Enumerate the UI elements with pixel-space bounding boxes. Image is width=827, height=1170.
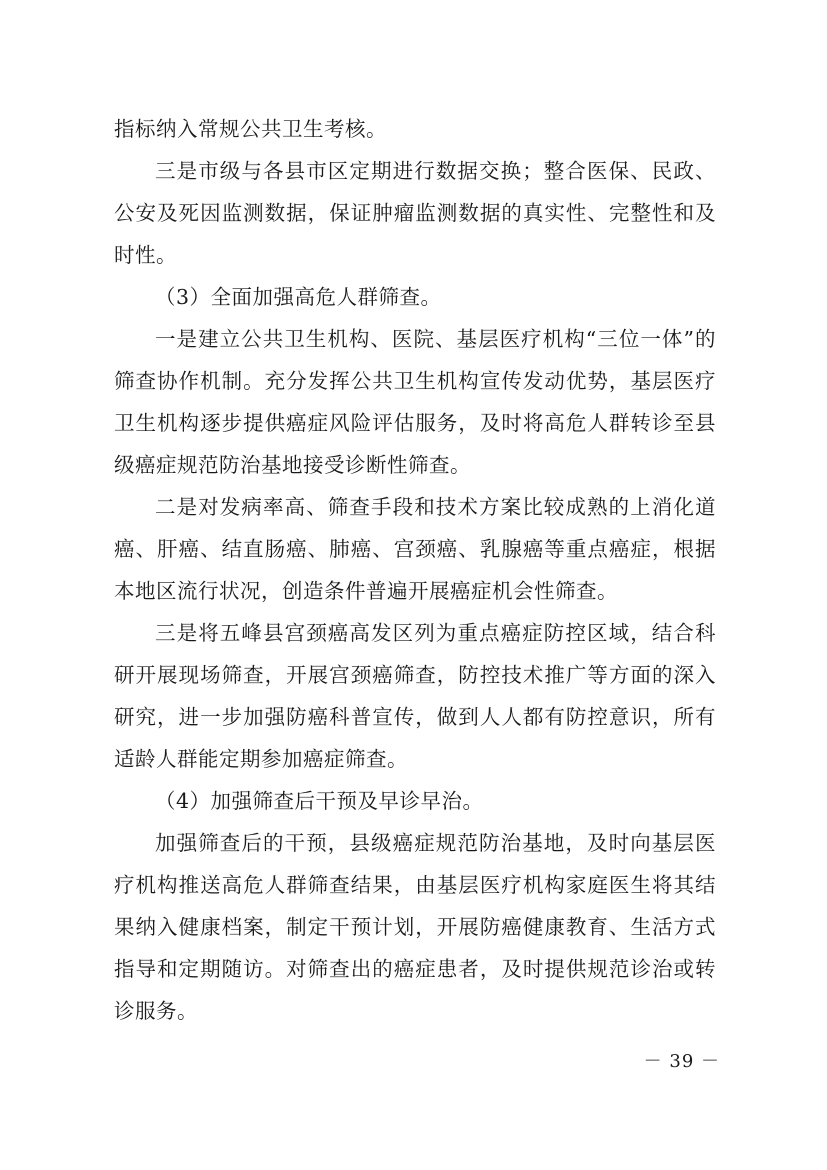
paragraph-wufeng-county: 三是将五峰县宫颈癌高发区列为重点癌症防控区域，结合科研开展现场筛查，开展宫颈癌筛查，防控技术推广等方面的深入研究，进一步加强防癌科普宣传，做到人人都有防控意识，所有适龄人群能定期参加癌症筛查。 [114,621,716,771]
section-heading-screening: （3）全面加强高危人群筛查。 [155,285,442,309]
paragraph-collaboration-mechanism: 一是建立公共卫生机构、医院、基层医疗机构“三位一体”的筛查协作机制。充分发挥公共卫生机构宣传发动优势，基层医疗卫生机构逐步提供癌症风险评估服务，及时将高危人群转诊至县级癌症规范防治基地接受诊断性筛查。 [114,327,716,477]
paragraph-post-screening: 加强筛查后的干预，县级癌症规范防治基地，及时向基层医疗机构推送高危人群筛查结果，由基层医疗机构家庭医生将其结果纳入健康档案，制定干预计划，开展防癌健康教育、生活方式指导和定期随访。对筛查出的癌症患者，及时提供规范诊治或转诊服务。 [114,831,716,1023]
section-heading-intervention: （4）加强筛查后干预及早诊早治。 [155,789,484,813]
document-body [114,108,716,1032]
paragraph-data-exchange: 三是市级与各县市区定期进行数据交换；整合医保、民政、公安及死因监测数据，保证肿瘤监测数据的真实性、完整性和及时性。 [114,159,716,267]
paragraph-continuation: 指标纳入常规公共卫生考核。 [114,117,387,141]
paragraph-key-cancers: 二是对发病率高、筛查手段和技术方案比较成熟的上消化道癌、肝癌、结直肠癌、肺癌、宫颈癌、乳腺癌等重点癌症，根据本地区流行状况，创造条件普遍开展癌症机会性筛查。 [114,495,716,603]
page-number: － 39 － [643,1051,720,1072]
